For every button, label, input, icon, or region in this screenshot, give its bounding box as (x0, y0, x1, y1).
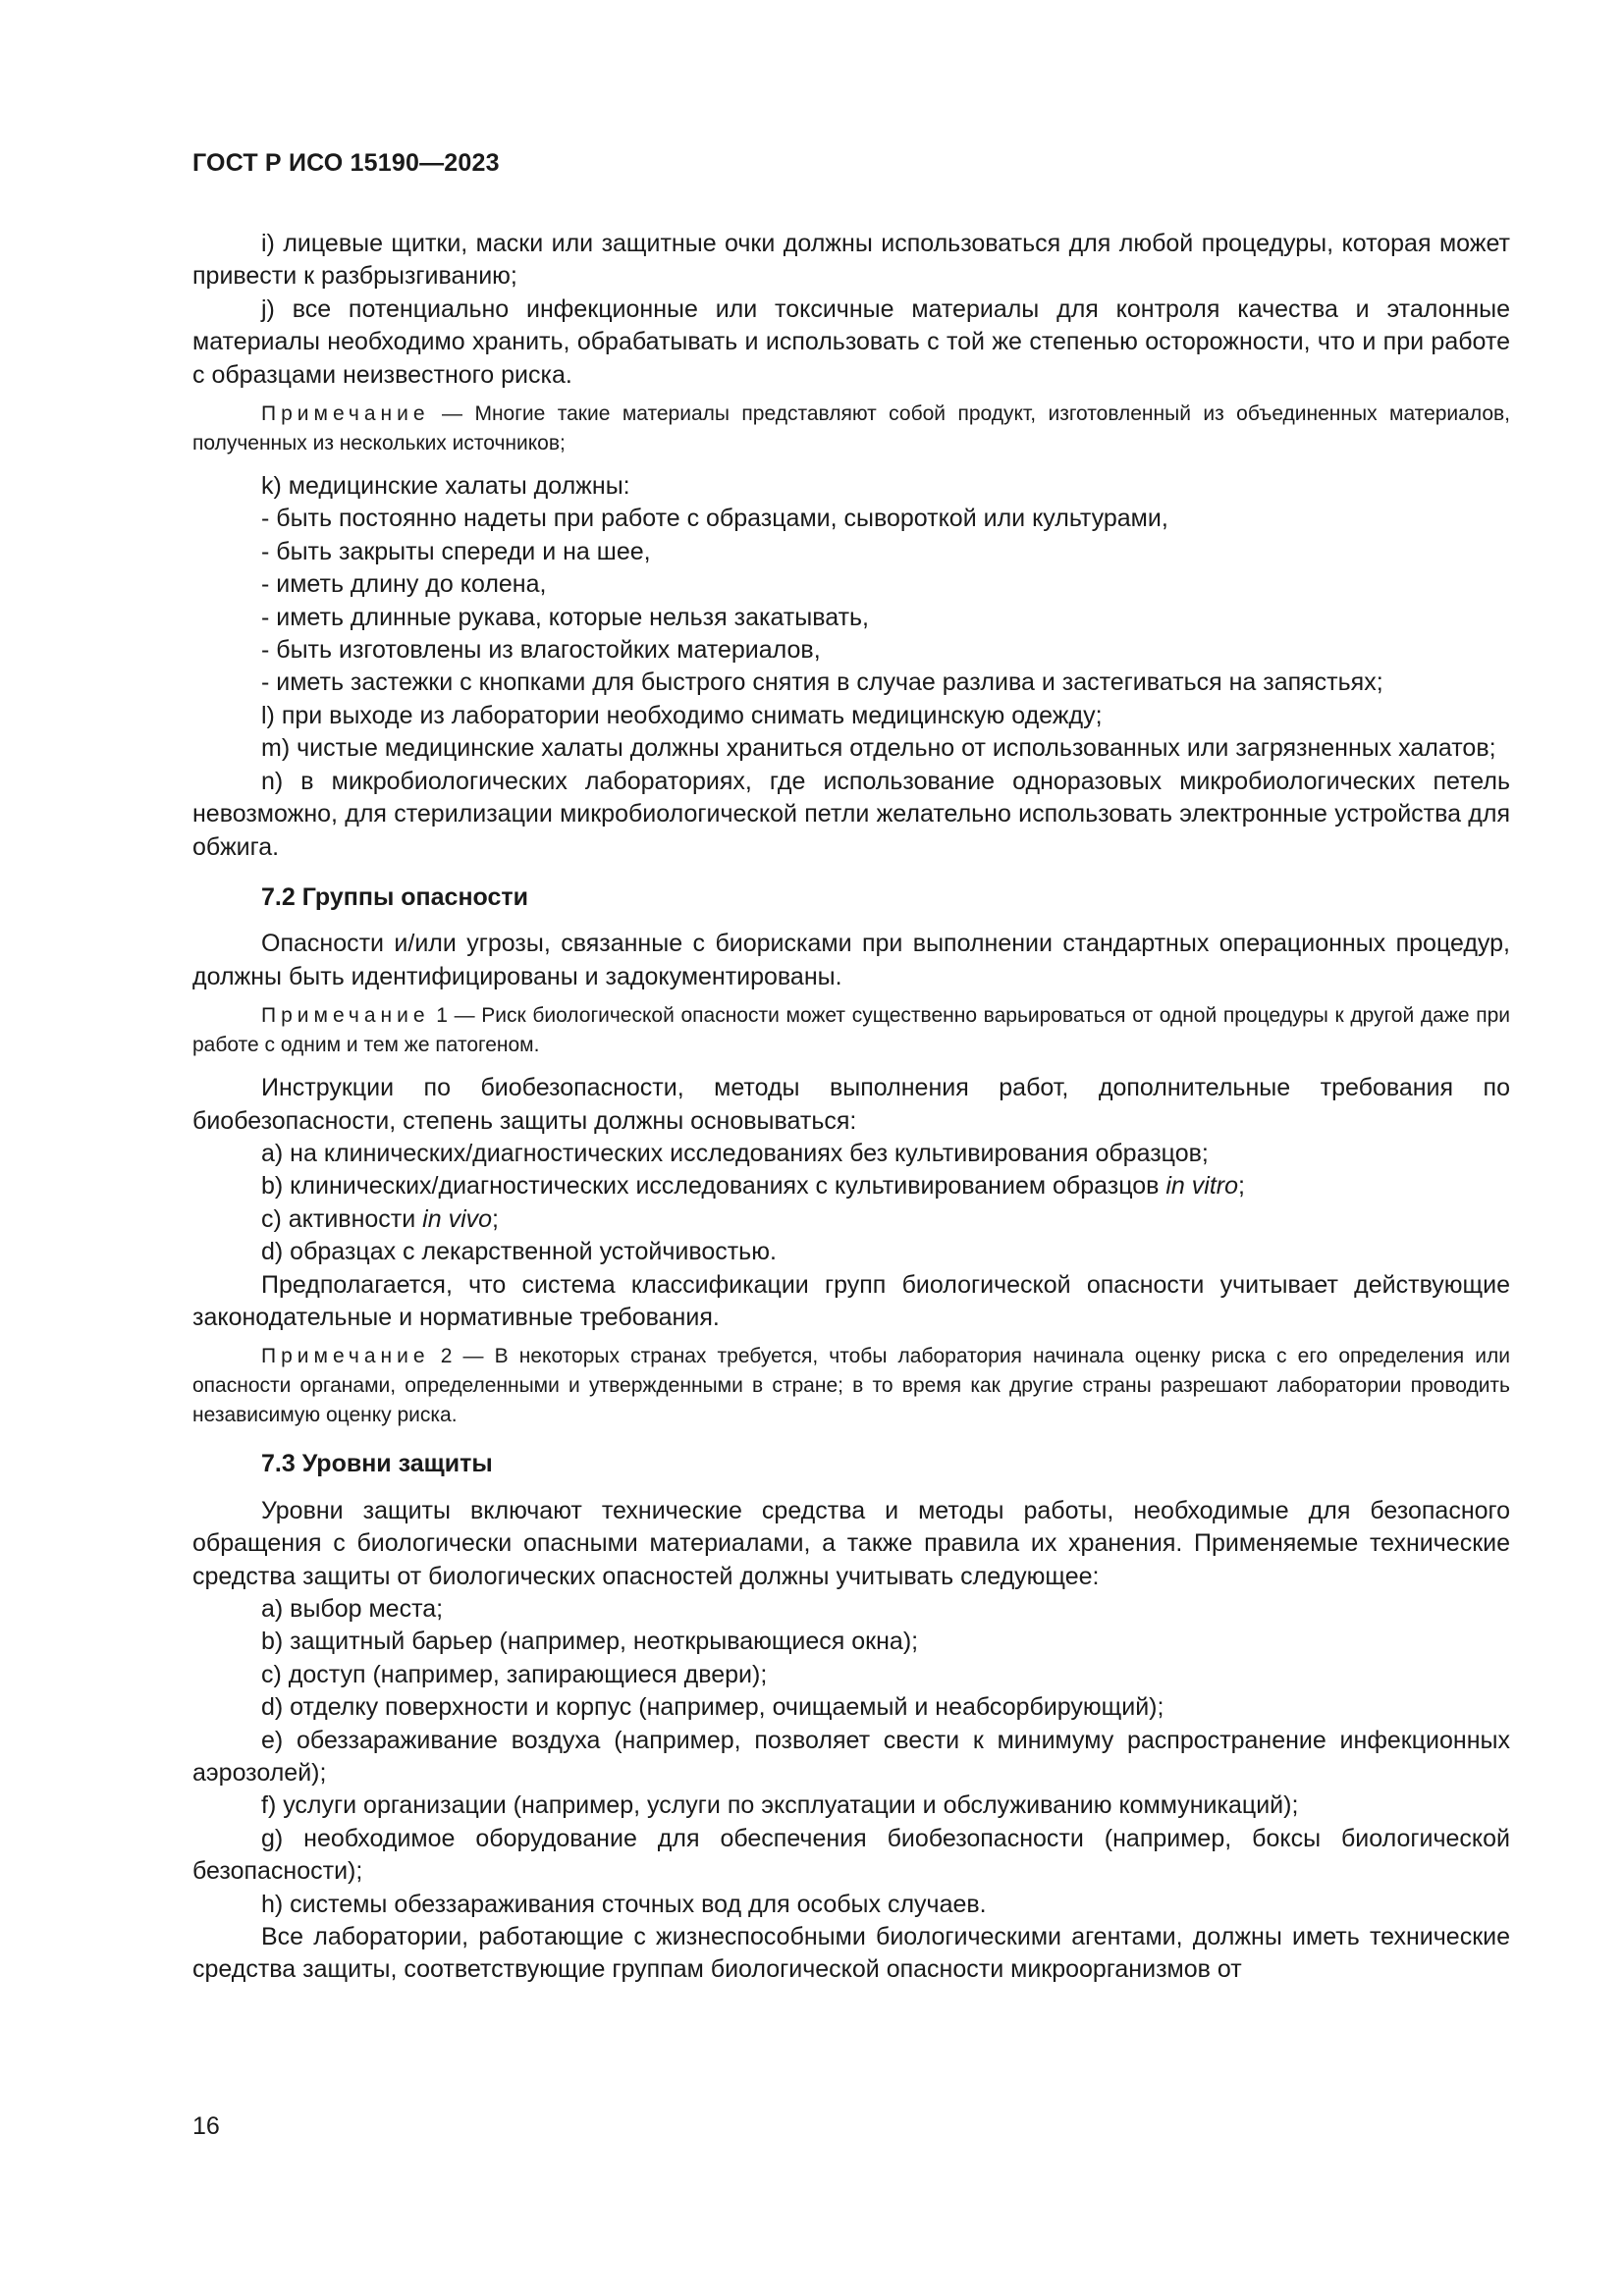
note (192, 400, 1510, 458)
dash-item: - иметь длинные рукава, которые нельзя закатывать, (261, 603, 870, 631)
paragraph: Предполагается, что система классификации групп биологической опасности учитывает действующие законодательные и нормативные требования. (192, 1270, 1510, 1331)
paragraph: Инструкции по биобезопасности, методы выполнения работ, дополнительные требования по биобезопасности, степень защиты должны основываться: (192, 1074, 1510, 1135)
list-item-c: c) активности in vivo; (261, 1204, 499, 1233)
dash-item: - быть постоянно надеты при работе с образцами, сывороткой или культурами, (261, 505, 1168, 533)
item-j: j) все потенциально инфекционные или токсичные материалы для контроля качества и эталонные материалы необходимо хранить, обрабатывать и использовать с той же степенью осторожности, что и при работе с образцами неизвестного риска. (192, 294, 1510, 389)
dash-item: - иметь длину до колена, (261, 570, 547, 599)
note-text: 2 — В некоторых странах требуется, чтобы лаборатория начинала оценку риска с его определения или опасности органами, определенными и утвержденными в стране; в то время как другие страны разрешают лаборатории проводить независимую оценку риска. (192, 1345, 1510, 1427)
paragraph: Все лаборатории, работающие с жизнеспособными биологическими агентами, должны иметь технические средства защиты, соответствующие группам биологической опасности микроорганизмов от (192, 1923, 1510, 1984)
item-k: k) медицинские халаты должны: (261, 472, 630, 501)
note-label: Примечание (261, 402, 430, 426)
list-item-a: a) выбор места; (261, 1595, 444, 1623)
list-item-f: f) услуги организации (например, услуги по эксплуатации и обслуживанию коммуникаций); (261, 1791, 1299, 1820)
list-item-b: b) защитный барьер (например, неоткрывающиеся окна); (261, 1628, 919, 1656)
dash-item: - быть изготовлены из влагостойких материалов, (261, 636, 821, 665)
note-label: Примечание (261, 1004, 430, 1028)
list-item-b: b) клинических/диагностических исследованиях с культивированием образцов in vitro; (261, 1172, 1245, 1201)
section-heading-7-3: 7.3 Уровни защиты (261, 1450, 493, 1478)
note-text: 1 — Риск биологической опасности может существенно варьироваться от одной процедуры к другой даже при работе с одним и тем же патогеном. (192, 1004, 1510, 1057)
list-item-d: d) образцах с лекарственной устойчивостью. (261, 1238, 777, 1266)
list-item-h: h) системы обеззараживания сточных вод для особых случаев. (261, 1890, 987, 1918)
page-number: 16 (192, 2112, 220, 2140)
note-2 (192, 1342, 1510, 1430)
note-text: — Многие такие материалы представляют собой продукт, изготовленный из объединенных материалов, полученных из нескольких источников; (192, 402, 1510, 455)
document-body (192, 228, 1510, 1987)
note-label: Примечание (261, 1345, 430, 1368)
paragraph: Опасности и/или угрозы, связанные с биорисками при выполнении стандартных операционных процедур, должны быть идентифицированы и задокументированы. (192, 930, 1510, 990)
dash-item: - быть закрыты спереди и на шее, (261, 537, 651, 565)
paragraph: Уровни защиты включают технические средства и методы работы, необходимые для безопасного обращения с биологически опасными материалами, а также правила их хранения. Применяемые технические средства защиты от биологических опасностей должны учитывать следующее: (192, 1496, 1510, 1590)
document-header: ГОСТ Р ИСО 15190—2023 (192, 149, 500, 177)
dash-item: - иметь застежки с кнопками для быстрого снятия в случае разлива и застегиваться на запястьях; (261, 668, 1383, 697)
note-1 (192, 1001, 1510, 1060)
item-l: l) при выходе из лаборатории необходимо снимать медицинскую одежду; (261, 701, 1103, 729)
list-item-g: g) необходимое оборудование для обеспечения биобезопасности (например, боксы биологической безопасности); (192, 1824, 1510, 1886)
list-item-a: a) на клинических/диагностических исследованиях без культивирования образцов; (261, 1139, 1209, 1167)
section-heading-7-2: 7.2 Группы опасности (261, 882, 528, 911)
item-i: i) лицевые щитки, маски или защитные очки должны использоваться для любой процедуры, которая может привести к разбрызгиванию; (192, 230, 1510, 291)
list-item-d: d) отделку поверхности и корпус (например, очищаемый и неабсорбирующий); (261, 1693, 1164, 1722)
item-n: n) в микробиологических лабораториях, где использование одноразовых микробиологических петель невозможно, для стерилизации микробиологической петли желательно использовать электронные устройства для обжига. (192, 767, 1510, 861)
item-m: m) чистые медицинские халаты должны храниться отдельно от использованных или загрязненных халатов; (261, 734, 1496, 763)
list-item-e: e) обеззараживание воздуха (например, позволяет свести к минимуму распространение инфекционных аэрозолей); (192, 1726, 1510, 1788)
list-item-c: c) доступ (например, запирающиеся двери); (261, 1660, 768, 1688)
